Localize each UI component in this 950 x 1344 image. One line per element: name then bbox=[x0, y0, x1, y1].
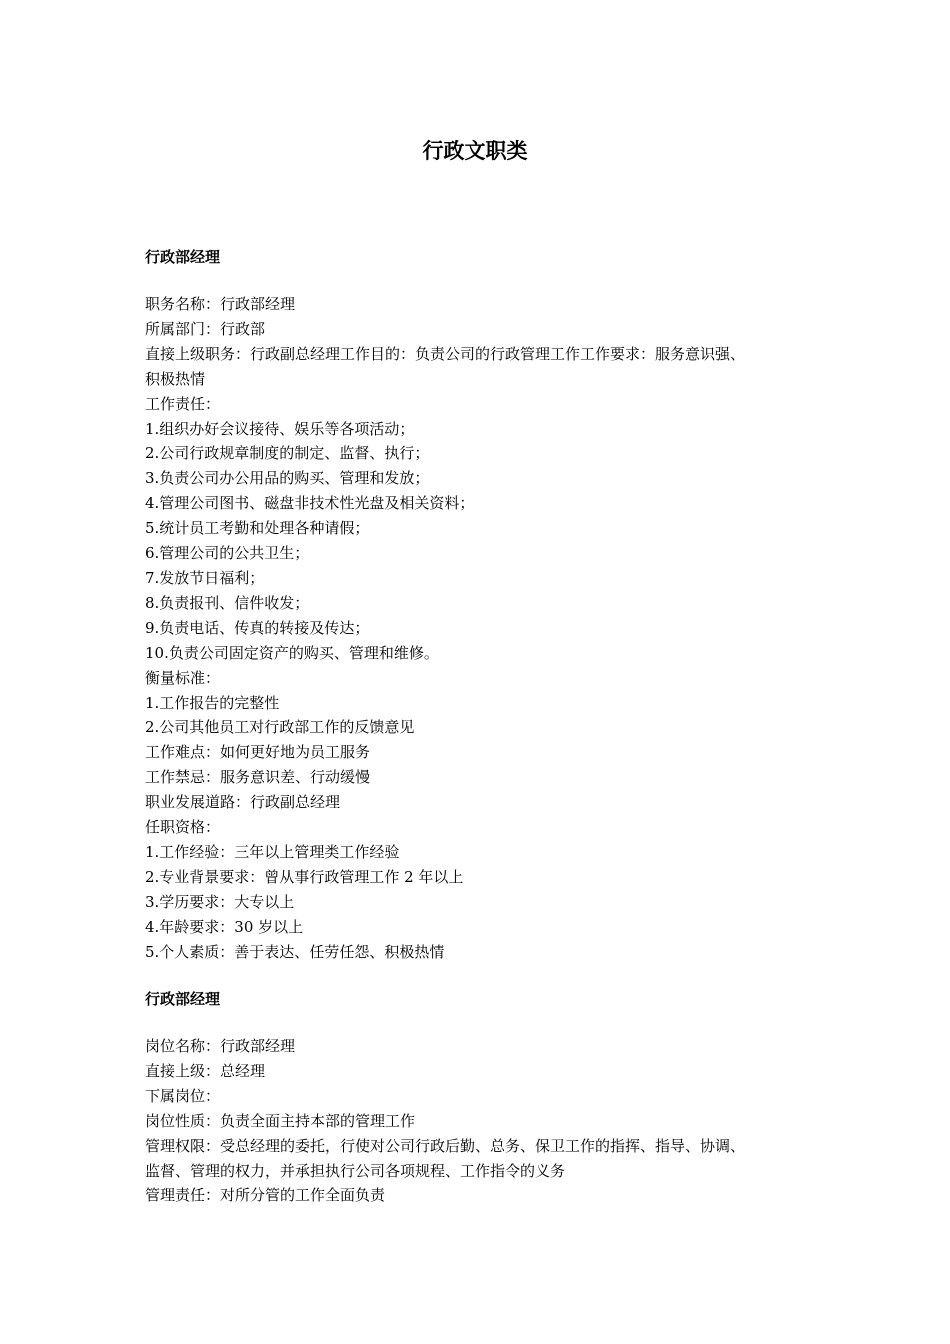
text-line: 2.公司其他员工对行政部工作的反馈意见 bbox=[145, 718, 415, 737]
section-spacer bbox=[145, 1012, 825, 1034]
text-line: 工作禁忌：服务意识差、行动缓慢 bbox=[145, 768, 371, 787]
text-line: 3.负责公司办公用品的购买、管理和发放； bbox=[145, 469, 430, 488]
text-line: 2.专业背景要求：曾从事行政管理工作 2 年以上 bbox=[145, 867, 464, 886]
section-admin-manager-position bbox=[145, 987, 825, 1208]
text-line: 1.工作经验：三年以上管理类工作经验 bbox=[145, 842, 400, 861]
text-line: 1.工作报告的完整性 bbox=[145, 693, 280, 712]
section-admin-manager-duties bbox=[145, 245, 825, 964]
text-line: 工作难点：如何更好地为员工服务 bbox=[145, 743, 371, 762]
text-line: 任职资格： bbox=[145, 818, 221, 837]
text-line: 管理权限：受总经理的委托，行使对公司行政后勤、总务、保卫工作的指挥、指导、协调、 bbox=[145, 1136, 746, 1155]
text-line: 3.学历要求：大专以上 bbox=[145, 892, 295, 911]
text-line: 5.统计员工考勤和处理各种请假； bbox=[145, 519, 370, 538]
text-line: 管理责任：对所分管的工作全面负责 bbox=[145, 1186, 386, 1205]
text-line: 5.个人素质：善于表达、任劳任怨、积极热情 bbox=[145, 942, 445, 961]
section-heading: 行政部经理 bbox=[145, 248, 221, 266]
text-line: 下属岗位： bbox=[145, 1086, 221, 1105]
text-line: 衡量标准： bbox=[145, 668, 221, 687]
text-line: 10.负责公司固定资产的购买、管理和维修。 bbox=[145, 643, 439, 662]
document-title: 行政文职类 bbox=[422, 139, 528, 163]
text-line: 直接上级：总经理 bbox=[145, 1061, 266, 1080]
text-line: 7.发放节日福利； bbox=[145, 568, 265, 587]
text-line: 4.年龄要求：30 岁以上 bbox=[145, 917, 304, 936]
text-line: 所属部门：行政部 bbox=[145, 319, 266, 338]
text-line: 1.组织办好会议接待、娱乐等各项活动； bbox=[145, 419, 415, 438]
text-line: 职业发展道路：行政副总经理 bbox=[145, 793, 341, 812]
text-line: 9.负责电话、传真的转接及传达； bbox=[145, 618, 370, 637]
text-line: 岗位名称：行政部经理 bbox=[145, 1037, 296, 1055]
text-line: 岗位性质：负责全面主持本部的管理工作 bbox=[145, 1111, 416, 1130]
text-line: 工作责任： bbox=[145, 394, 221, 413]
text-line: 监督、管理的权力，并承担执行公司各项规程、工作指令的义务 bbox=[145, 1161, 566, 1180]
text-line: 积极热情 bbox=[145, 369, 206, 388]
text-line: 4.管理公司图书、磁盘非技术性光盘及相关资料； bbox=[145, 494, 475, 513]
text-line: 8.负责报刊、信件收发； bbox=[145, 593, 310, 612]
text-line: 直接上级职务：行政副总经理工作目的：负责公司的行政管理工作工作要求：服务意识强、 bbox=[145, 344, 746, 363]
text-line: 2.公司行政规章制度的制定、监督、执行； bbox=[145, 444, 430, 463]
section-heading: 行政部经理 bbox=[145, 990, 221, 1008]
text-line: 6.管理公司的公共卫生； bbox=[145, 544, 310, 563]
section-spacer bbox=[145, 270, 825, 292]
text-line: 职务名称：行政部经理 bbox=[145, 295, 296, 313]
